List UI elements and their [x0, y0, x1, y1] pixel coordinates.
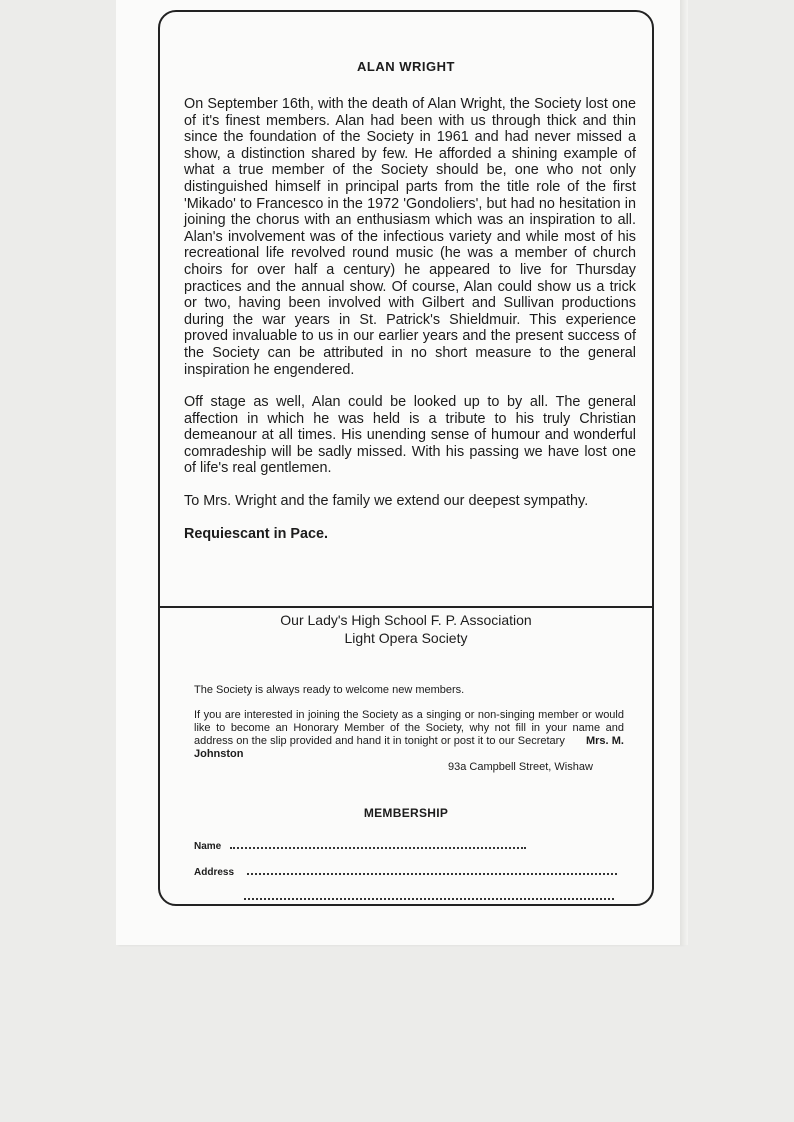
membership-info — [194, 684, 624, 774]
obituary-title: ALAN WRIGHT — [357, 59, 455, 74]
obituary-body — [184, 96, 636, 558]
obituary-paragraph-1: On September 16th, with the death of Alan Wright, the Society lost one of it's finest members. Alan had been with us through thick and thin since the foundation of the Society in 1961 and had never missed a show, a distinction shared by few. He afforded a shining example of what a true member of the Society should be, one who not only distinguished himself in principal parts from the title role of the first 'Mikado' to Francesco in the 1972 'Gondoliers', but had no hesitation in joining the chorus with an enthusiasm which was an inspiration to all. Alan's involvement was of the infectious variety and while most of his recreational life revolved round music (he was a member of church choirs for over half a century) he appeared to live for Thursday practices and the annual show. Of course, Alan could show us a trick or two, having been involved with Gilbert and Sullivan productions during the war years in St. Patrick's Shieldmuir. This experience proved invaluable to us in our earlier years and the present success of the Society can be attributed in no short measure to the general inspiration he engendered. — [184, 96, 636, 378]
secretary-name: Mrs. M. Johnston — [194, 735, 624, 760]
membership-title: MEMBERSHIP — [363, 806, 449, 820]
secretary-address-row — [194, 761, 624, 774]
obituary-paragraph-3: To Mrs. Wright and the family we extend our deepest sympathy. — [184, 493, 589, 510]
name-label: Name — [194, 841, 222, 852]
address-dotted-field[interactable] — [247, 865, 617, 875]
association-heading — [158, 611, 654, 647]
name-dotted-field[interactable] — [230, 839, 526, 849]
obituary-paragraph-2: Off stage as well, Alan could be looked up to by all. The general affection in which he was held is a tribute to his truly Christian demeanour at all times. His unending sense of humour and wonderful comradeship will be sadly missed. With his passing we have lost one of life's real gentlemen. — [184, 394, 636, 477]
address-line-2[interactable] — [244, 890, 614, 903]
invite-text — [194, 709, 624, 761]
society-name: Light Opera Society — [344, 630, 468, 646]
invite-body: If you are interested in joining the Society as a singing or non-singing member or would like to become an Honorary Member of the Society, why not fill in your name and address on the slip provided and hand it in tonight or post it to our Secretary — [194, 709, 624, 747]
address-label: Address — [194, 867, 235, 878]
secretary-address: 93a Campbell Street, Wishaw — [448, 761, 593, 773]
page-edge-shadow — [680, 0, 688, 945]
welcome-text: The Society is always ready to welcome new members. — [194, 684, 465, 696]
address-line[interactable] — [194, 865, 617, 878]
address-dotted-field-2[interactable] — [244, 890, 614, 900]
name-line[interactable] — [194, 839, 526, 852]
association-name: Our Lady's High School F. P. Association — [280, 612, 532, 628]
section-divider — [158, 606, 654, 608]
obituary-closing: Requiescant in Pace. — [184, 525, 328, 542]
